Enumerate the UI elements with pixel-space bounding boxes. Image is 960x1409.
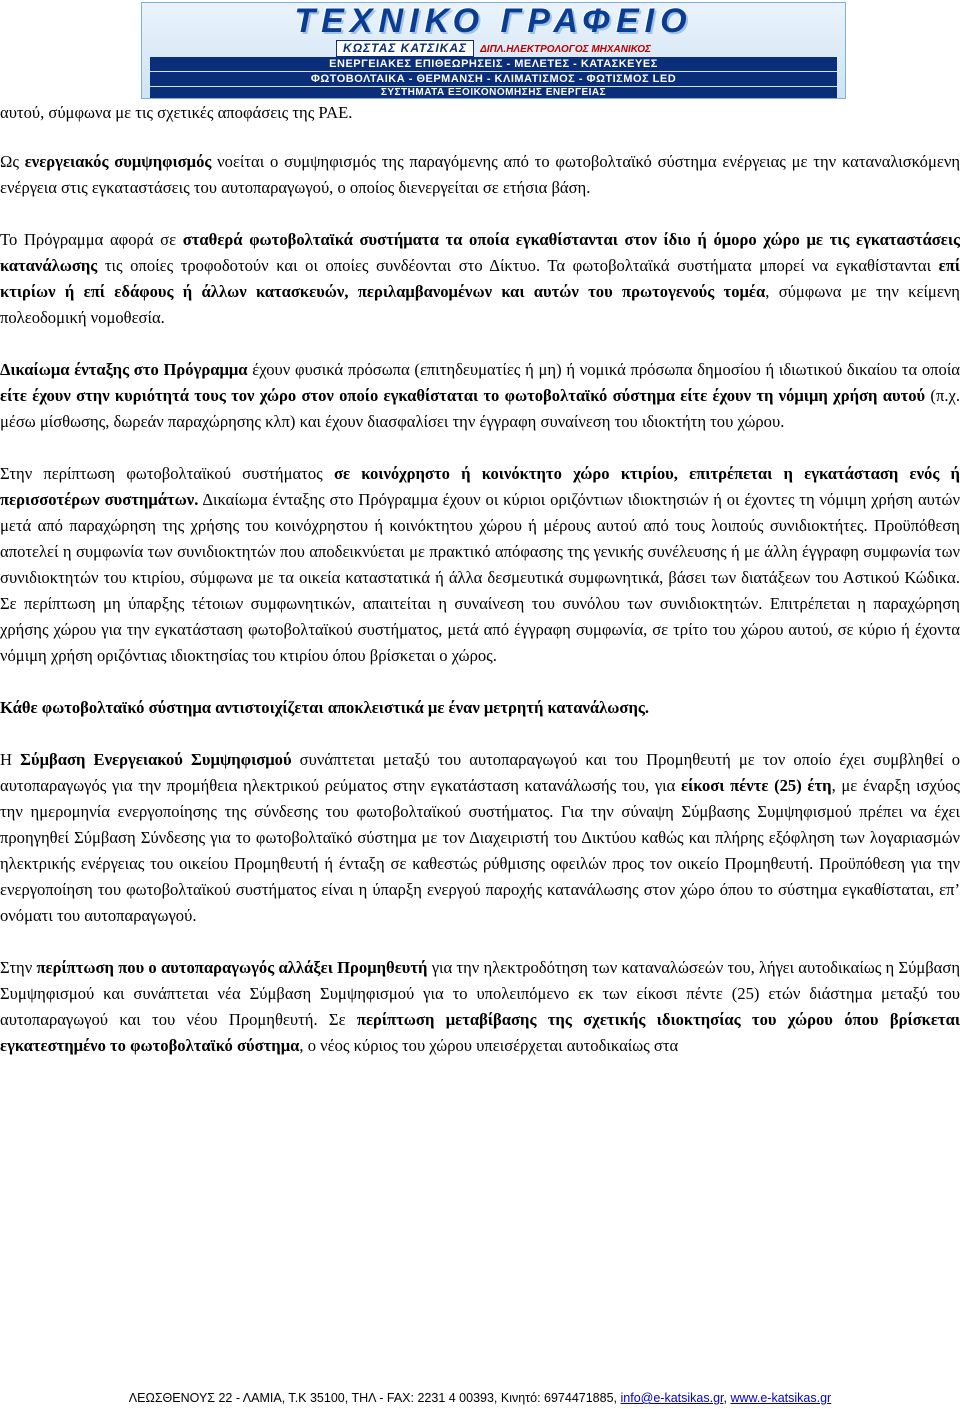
document-body	[0, 100, 960, 1085]
bold-term: επί κτιρίων ή επί εδάφους ή άλλων κατασκευών, περιλαμβανομένων και αυτών του πρωτογενούς τομέα	[0, 256, 960, 301]
paragraph-continuation: αυτού, σύμφωνα με τις σχετικές αποφάσεις της ΡΑΕ.	[0, 103, 353, 122]
paragraph-meter-rule	[0, 695, 960, 721]
text-span: Στην	[0, 958, 37, 977]
text-span: Η	[0, 750, 21, 769]
bold-term: περίπτωση μεταβίβασης της σχετικής ιδιοκτησίας του χώρου όπου βρίσκεται εγκατεστημένο το φωτοβολταϊκό σύστημα	[0, 1010, 960, 1055]
text-span: για την ηλεκτροδότηση των καταναλώσεών του, λήγει αυτοδικαίως η Σύμβαση Συμψηφισμού και συνάπτεται νέα Σύμβαση Συμψηφισμού για το υπολειπόμενο εκ των είκοσι πέντε (25) ετών διάστημα μεταξύ του αυτοπαραγωγού και του νέου Προμηθευτή. Σε	[0, 958, 960, 1029]
text-span: Ως	[0, 152, 25, 171]
bold-term: σταθερά φωτοβολταϊκά συστήματα τα οποία εγκαθίστανται στον ίδιο ή όμορο χώρο με τις εγκαταστάσεις κατανάλωσης	[0, 230, 960, 275]
banner-title: ΤΕΧΝΙΚΟ ΓΡΑΦΕΙΟ	[294, 2, 693, 40]
paragraph-program-scope	[0, 227, 960, 331]
text-span: (π.χ. μέσω μίσθωσης, δωρεάν παραχώρησης κλπ) και έχουν διασφαλίσει την έγγραφη συναίνεση του ιδιοκτήτη του χώρου.	[0, 386, 960, 431]
footer-website-link[interactable]: www.e-katsikas.gr	[730, 1391, 832, 1405]
text-span: , σύμφωνα με την κείμενη πολεοδομική νομοθεσία.	[0, 282, 960, 327]
banner-services-line-1: ΕΝΕΡΓΕΙΑΚΕΣ ΕΠΙΘΕΩΡΗΣΕΙΣ - ΜΕΛΕΤΕΣ - ΚΑΤΑΣΚΕΥΕΣ	[150, 57, 837, 71]
bold-term: είτε έχουν στην κυριότητά τους τον χώρο στον οποίο εγκαθίσταται το φωτοβολταϊκό σύστημα είτε έχουν τη νόμιμη χρήση αυτού	[0, 386, 926, 405]
bold-term: Κάθε φωτοβολταϊκό σύστημα αντιστοιχίζεται αποκλειστικά με έναν μετρητή κατανάλωσης.	[0, 698, 650, 717]
paragraph-net-metering-definition	[0, 149, 960, 201]
text-span: , ο νέος κύριος του χώρου υπεισέρχεται αυτοδικαίως στα	[299, 1036, 679, 1055]
text-span: Το Πρόγραμμα αφορά σε	[0, 230, 183, 249]
text-span: τις οποίες τροφοδοτούν και οι οποίες συνδέονται στο Δίκτυο. Τα φωτοβολταϊκά συστήματα μπορεί να εγκαθίστανται	[97, 256, 939, 275]
bold-term: περίπτωση που ο αυτοπαραγωγός αλλάξει Προμηθευτή	[36, 958, 428, 977]
text-span: συνάπτεται μεταξύ του αυτοπαραγωγού και του Προμηθευτή με τον οποίο έχει συμβληθεί ο αυτοπαραγωγός για την προμήθεια ηλεκτρικού ρεύματος στην εγκατάσταση κατανάλωσής του, για	[0, 750, 960, 795]
text-span: έχουν φυσικά πρόσωπα (επιτηδευματίες ή μη) ή νομικά πρόσωπα δημοσίου ή ιδιωτικού δικαίου τα οποία	[247, 360, 960, 379]
banner-services-line-3: ΣΥΣΤΗΜΑΤΑ ΕΞΟΙΚΟΝΟΜΗΣΗΣ ΕΝΕΡΓΕΙΑΣ	[150, 87, 837, 99]
text-span: Στην περίπτωση φωτοβολταϊκού συστήματος	[0, 464, 334, 483]
engineer-role: ΔΙΠΛ.ΗΛΕΚΤΡΟΛΟΓΟΣ ΜΗΧΑΝΙΚΟΣ	[480, 44, 651, 55]
company-banner	[141, 2, 846, 99]
paragraph-supplier-change	[0, 955, 960, 1059]
banner-subtitle	[142, 40, 845, 55]
page-footer	[0, 1388, 960, 1408]
bold-term: είκοσι πέντε (25) έτη	[681, 776, 832, 795]
paragraph-common-space	[0, 461, 960, 669]
paragraph-contract	[0, 747, 960, 929]
footer-separator: ,	[723, 1391, 731, 1405]
footer-address: ΛΕΩΣΘΕΝΟΥΣ 22 - ΛΑΜΙΑ, Τ.Κ 35100, ΤΗΛ - FAX: 2231 4 00393, Κινητό: 6974471885,	[128, 1391, 621, 1405]
text-span: , με έναρξη ισχύος την ημερομηνία ενεργοποίησης της σύνδεσης του φωτοβολταϊκού συστήματος. Για την σύναψη Σύμβασης Συμψηφισμού πρέπει να έχει προηγηθεί Σύμβαση Σύνδεσης για το φωτοβολταϊκό σύστημα με τον Διαχειριστή του Δικτύου καθώς και πλήρης εξόφληση των λογαριασμών ηλεκτρικής ενέργειας του οικείου Προμηθευτή ή ένταξη σε καθεστώς ρύθμισης οφειλών προς τον οικείο Προμηθευτή. Προϋπόθεση για την ενεργοποίηση του φωτοβολταϊκού συστήματος είναι η ύπαρξη ενεργού παροχής κατανάλωσης στον χώρο όπου το σύστημα εγκαθίσταται, επ’ ονόματι του αυτοπαραγωγού.	[0, 776, 960, 925]
banner-services-line-2: ΦΩΤΟΒΟΛΤΑΙΚΑ - ΘΕΡΜΑΝΣΗ - ΚΛΙΜΑΤΙΣΜΟΣ - ΦΩΤΙΣΜΟΣ LED	[150, 72, 837, 86]
paragraph-eligibility	[0, 357, 960, 435]
text-span: νοείται ο συμψηφισμός της παραγόμενης από το φωτοβολταϊκό σύστημα ενέργειας με την καταναλισκόμενη ενέργεια στις εγκαταστάσεις του αυτοπαραγωγού, ο οποίος διενεργείται σε ετήσια βάση.	[0, 152, 960, 197]
engineer-name: ΚΩΣΤΑΣ ΚΑΤΣΙΚΑΣ	[336, 40, 474, 57]
footer-email-link[interactable]: info@e-katsikas.gr	[620, 1391, 724, 1405]
bold-term: Σύμβαση Ενεργειακού Συμψηφισμού	[20, 750, 292, 769]
bold-term: ενεργειακός συμψηφισμός	[24, 152, 212, 171]
bold-term: Δικαίωμα ένταξης στο Πρόγραμμα	[0, 360, 248, 379]
text-span: Δικαίωμα ένταξης στο Πρόγραμμα έχουν οι κύριοι οριζόντιων ιδιοκτησιών ή οι έχοντες τη νόμιμη χρήση αυτών μετά από παραχώρηση της χρήσης του κοινόχρηστου ή κοινόκτητου χώρου ή μέρους αυτού από τους λοιπούς συνιδιοκτήτες. Προϋπόθεση αποτελεί η συμφωνία των συνιδιοκτητών που αποδεικνύεται με πρακτικό απόφασης της γενικής συνέλευσης ή με άλλη έγγραφη συμφωνία των συνιδιοκτητών του κτιρίου, σύμφωνα με τα οικεία καταστατικά ή άλλα δεσμευτικά συμφωνητικά, βάσει των διατάξεων του Αστικού Κώδικα. Σε περίπτωση μη ύπαρξης τέτοιων συμφωνητικών, απαιτείται η συναίνεση του συνόλου των συνιδιοκτητών. Επιτρέπεται η παραχώρηση χρήσης χώρου για την εγκατάσταση φωτοβολταϊκού συστήματος, μετά από έγγραφη συμφωνία, σε τρίτο του χώρου αυτού, σε κύριο ή έχοντα νόμιμη χρήση οριζόντιας ιδιοκτησίας του κτιρίου όπου βρίσκεται ο χώρος.	[0, 490, 960, 665]
bold-term: σε κοινόχρηστο ή κοινόκτητο χώρο κτιρίου, επιτρέπεται η εγκατάσταση ενός ή περισσοτέρων συστημάτων.	[0, 464, 960, 509]
